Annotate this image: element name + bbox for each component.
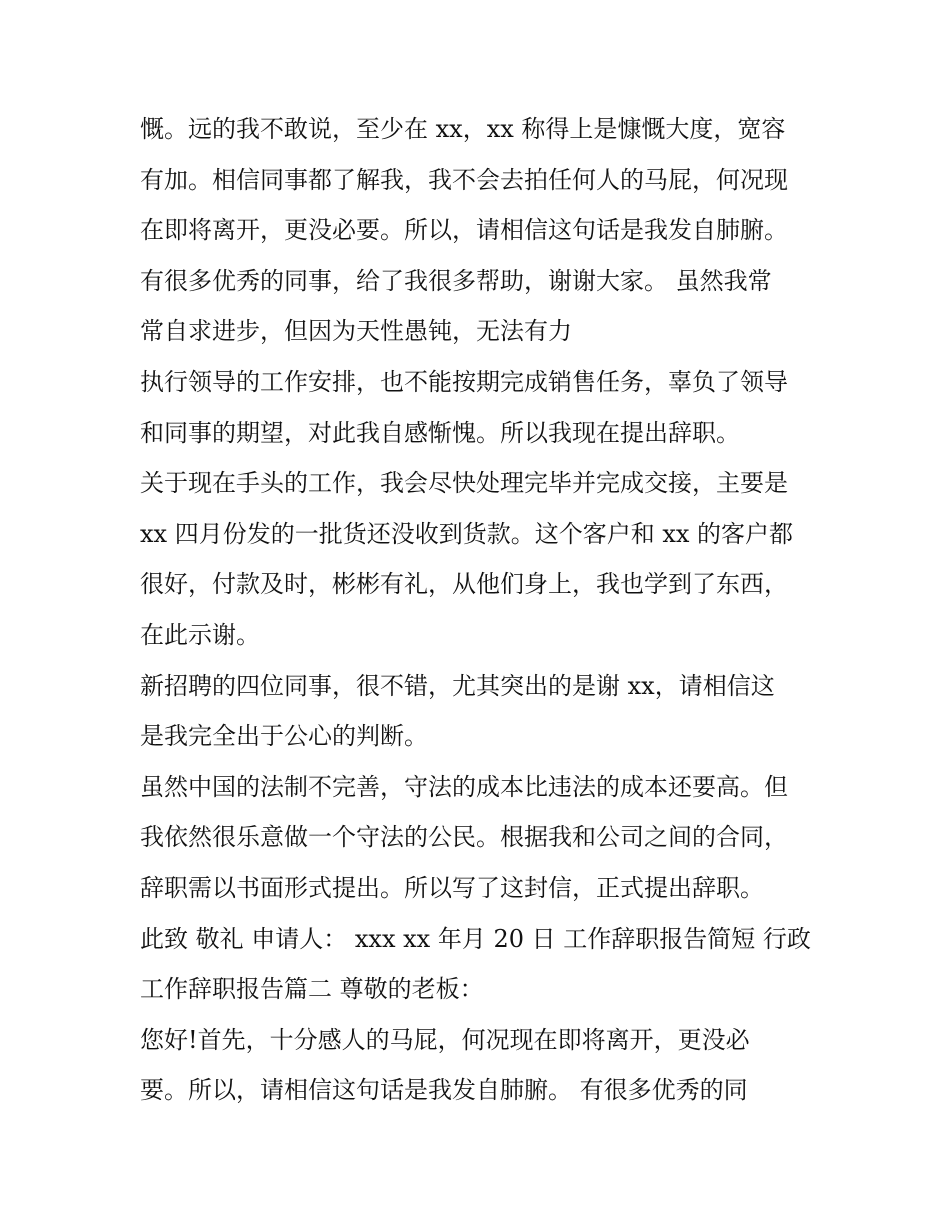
text-line: 您好!首先，十分感人的马屁，何况现在即将离开，更没必 xyxy=(140,1025,750,1054)
text-line: 是我完全出于公心的判断。 xyxy=(140,722,428,751)
text-line: 辞职需以书面形式提出。所以写了这封信，正式提出辞职。 xyxy=(140,873,764,902)
text-line: 很好，付款及时，彬彬有礼，从他们身上，我也学到了东西， xyxy=(140,570,788,599)
text-line: 有很多优秀的同事，给了我很多帮助，谢谢大家。 虽然我常 xyxy=(140,266,772,295)
document-body xyxy=(140,104,830,1116)
text-line: 执行领导的工作安排，也不能按期完成销售任务，辜负了领导 xyxy=(140,367,788,396)
text-line: 此致 敬礼 申请人： xxx xx 年月 20 日 工作辞职报告简短 行政 xyxy=(140,924,811,953)
text-line: 有加。相信同事都了解我，我不会去拍任何人的马屁，何况现 xyxy=(140,165,788,194)
text-line: 在即将离开，更没必要。所以，请相信这句话是我发自肺腑。 xyxy=(140,216,788,245)
text-line: 常自求进步，但因为天性愚钝，无法有力 xyxy=(140,317,572,346)
text-line: xx 四月份发的一批货还没收到货款。这个客户和 xx 的客户都 xyxy=(140,519,794,548)
text-line: 要。所以，请相信这句话是我发自肺腑。 有很多优秀的同 xyxy=(140,1076,748,1105)
text-line: 我依然很乐意做一个守法的公民。根据我和公司之间的合同， xyxy=(140,823,788,852)
text-line: 慨。远的我不敢说，至少在 xx，xx 称得上是慷慨大度，宽容 xyxy=(140,115,786,143)
text-line: 在此示谢。 xyxy=(140,620,260,649)
text-line: 关于现在手头的工作，我会尽快处理完毕并完成交接，主要是 xyxy=(140,469,788,498)
text-line: 虽然中国的法制不完善，守法的成本比违法的成本还要高。但 xyxy=(140,772,788,801)
text-line: 新招聘的四位同事，很不错，尤其突出的是谢 xx，请相信这 xyxy=(140,671,775,700)
text-line: 和同事的期望，对此我自感惭愧。所以我现在提出辞职。 xyxy=(140,418,740,447)
text-line: 工作辞职报告篇二 尊敬的老板： xyxy=(140,975,484,1004)
